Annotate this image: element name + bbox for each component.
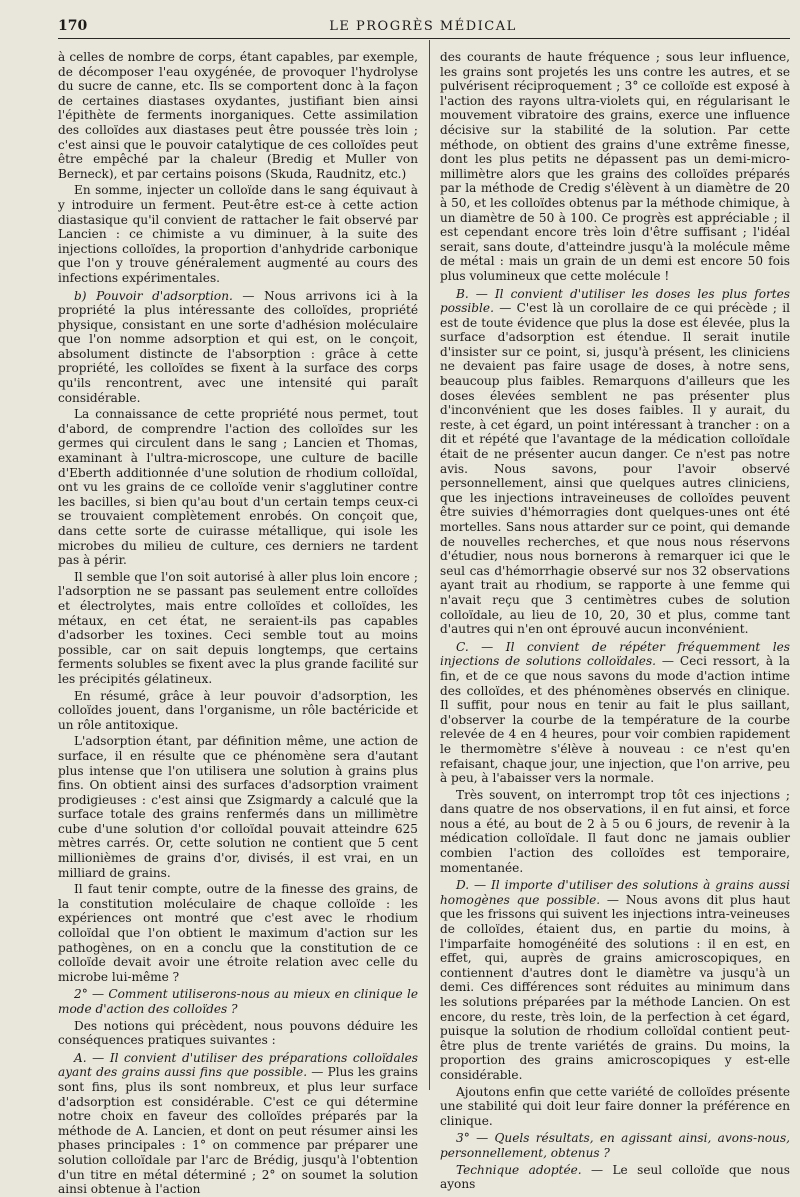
section-heading: b) Pouvoir d'adsorption. —: [74, 288, 255, 303]
paragraph: Ajoutons enfin que cette variété de colloïdes présente une stabilité qui doit leur faire donner la préférence en clinique.: [440, 1084, 790, 1128]
page-number: 170: [58, 18, 88, 34]
paragraph-text: Le seul colloïde que nous ayons: [440, 1162, 790, 1192]
paragraph: Très souvent, on interrompt trop tôt ces injections ; dans quatre de nos observations, il en fut ainsi, et force nous a été, au bout de 2 à 5 ou 6 jours, de revenir à la médication colloïdale. Il faut donc ne jamais oublier combien l'action des colloïdes est temporaire, momentanée.: [440, 787, 790, 875]
paragraph: En somme, injecter un colloïde dans le sang équivaut à y introduire un ferment. Peut-être est-ce à cette action diastasique qu'il convient de rattacher le fait observé par Lancien : ce chimiste a vu diminuer, à la suite des injections colloïdes, la proportion d'anhydride carbonique que l'on y trouve généralement augmenté au cours des infections expérimentales.: [58, 183, 418, 285]
paragraph-text: Nous arrivons ici à la propriété la plus intéressante des colloïdes, propriété physique, consistant en une sorte d'adhésion moléculaire que l'on nomme adsorption et qui est, on le conçoit, absolument distincte de l'absorption : grâce à cette propriété, les colloïdes se fixent à la surface des corps qu'ils rencontrent, avec une intensité qui paraît considérable.: [58, 288, 418, 405]
section-paragraph: [440, 1163, 790, 1192]
column-divider: [429, 40, 430, 1090]
section-paragraph: [440, 1131, 790, 1160]
paragraph: La connaissance de cette propriété nous permet, tout d'abord, de comprendre l'action des colloïdes sur les germes qui circulent dans le sang ; Lancien et Thomas, examinant à l'ultra-microscope, une culture de bacille d'Eberth additionnée d'une solution de rhodium colloïdal, ont vu les grains de ce colloïde venir s'agglutiner contre les bacilles, si bien qu'au bout d'un certain temps ceux-ci se trouvaient complètement enrobés. On conçoit que, dans cette sorte de cuirasse métallique, qui isole les microbes du milieu de culture, ces derniers ne tardent pas à périr.: [58, 407, 418, 568]
paragraph-text: Plus les grains sont fins, plus ils sont nombreux, et plus leur surface d'adsorption est considérable. C'est ce qui détermine notre choix en faveur des colloïdes préparés par la méthode de A. Lancien, et dont on peut résumer ainsi les phases principales : 1° on commence par préparer une solution colloïdale par l'arc de Brédig, jusqu'à l'obtention d'un titre en métal déterminé ; 2° on soumet la solution ainsi obtenue à l'action: [58, 1065, 418, 1197]
section-paragraph: [440, 640, 790, 786]
paragraph: des courants de haute fréquence ; sous leur influence, les grains sont projetés les uns contre les autres, et se pulvérisent réciproquement ; 3° ce colloïde est exposé à l'action des rayons ultra-violets qui, en régularisant le mouvement vibratoire des grains, exerce une influence décisive sur la stabilité de la solution. Par cette méthode, on obtient des grains d'une extrême finesse, dont les plus petits ne dépassent pas un demi-micro-millimètre alors que les grains des colloïdes préparés par la méthode de Credig s'élèvent à un diamètre de 20 à 50, et les colloïdes obtenus par la méthode chimique, à un diamètre de 50 à 100. Ce progrès est appréciable ; il est cependant encore très loin d'être suffisant ; l'idéal serait, sans doute, d'atteindre jusqu'à la molécule même de métal : mais un grain de un demi est encore 50 fois plus volumineux que cette molécule !: [440, 50, 790, 283]
right-column: [440, 50, 790, 1192]
paragraph: En résumé, grâce à leur pouvoir d'adsorption, les colloïdes jouent, dans l'organisme, un rôle bactéricide et un rôle antitoxique.: [58, 688, 418, 732]
section-heading: A. — Il convient d'utiliser des préparations colloïdales ayant des grains aussi fins que possible. —: [58, 1050, 418, 1080]
section-heading: C. — Il convient de répéter fréquemment les injections de solutions colloïdales. —: [440, 639, 790, 669]
paragraph: à celles de nombre de corps, étant capables, par exemple, de décomposer l'eau oxygénée, de provoquer l'hydrolyse du sucre de canne, etc. Ils se comportent donc à la façon de certaines diastases oxydantes, justifiant bien ainsi l'épithète de ferments inorganiques. Cette assimilation des colloïdes aux diastases peut être poussée très loin ; c'est ainsi que le pouvoir catalytique de ces colloïdes peut être empêché par la chaleur (Bredig et Muller von Berneck), et par certains poisons (Skuda, Raudnitz, etc.): [58, 50, 418, 181]
paragraph-text: Nous avons dit plus haut que les frissons qui suivent les injections intra-veineuses de colloïdes, étaient dus, en partie du moins, à l'imparfaite homogénéité des solutions : il en est, en effet, qui, auprès de grains amicroscopiques, en contiennent d'autres dont le diamètre va jusqu'à un demi. Ces différences sont réduites au minimum dans les solutions préparées par la méthode Lancien. On est encore, du reste, très loin, de la perfection à cet égard, puisque la solution de rhodium colloïdal contient peut-être plus de trente variétés de grains. Du moins, la proportion des grains amicroscopiques y est-elle considérable.: [440, 892, 790, 1082]
left-column: [58, 50, 418, 1197]
paragraph: Il faut tenir compte, outre de la finesse des grains, de la constitution moléculaire de chaque colloïde : les expériences ont montré que c'est avec le rhodium colloïdal que l'on obtient le maximum d'action sur les pathogènes, on en a conclu que la constitution de ce colloïde devait avoir une étroite relation avec celle du microbe lui-même ?: [58, 882, 418, 984]
journal-title: LE PROGRÈS MÉDICAL: [329, 19, 517, 34]
section-paragraph: [58, 987, 418, 1016]
section-heading: B. — Il convient d'utiliser les doses les plus fortes possible. —: [440, 286, 790, 316]
paragraph-text: C'est là un corollaire de ce qui précède ; il est de toute évidence que plus la dose est élevée, plus la surface d'adsorption est étendue. Il serait inutile d'insister sur ce point, si, jusqu'à présent, les cliniciens ne devaient pas faire usage de doses, à notre sens, beaucoup plus faibles. Remarquons d'ailleurs que les doses élevées semblent ne pas présenter plus d'inconvénient que les doses faibles. Il y aurait, du reste, à cet égard, un point intéressant à trancher : on a dit et répété que l'avantage de la médication colloïdale était de ne présenter aucun danger. Ce n'est pas notre avis. Nous savons, pour l'avoir observé personnellement, ainsi que quelques autres cliniciens, que les injections intraveineuses de colloïdes peuvent être suivies d'hémorragies dont quelques-unes ont été mortelles. Sans nous attarder sur ce point, qui demande de nouvelles recherches, et que nous nous réservons d'étudier, nous nous bornerons à remarquer ici que le seul cas d'hémorrhagie observé sur nos 32 observations ayant trait au rhodium, se rapporte à une femme qui n'avait reçu que 3 centimètres cubes de solution colloïdale, au lieu de 10, 20, 30 et plus, comme tant d'autres qui n'en ont éprouvé aucun inconvénient.: [440, 301, 790, 637]
section-heading: 2° — Comment utiliserons-nous au mieux en clinique le mode d'action des colloïdes ?: [58, 987, 418, 1016]
page-header: [58, 14, 788, 38]
paragraph: L'adsorption étant, par définition même, une action de surface, il en résulte que ce phénomène sera d'autant plus intense que l'on utilisera une solution à grains plus fins. On obtient ainsi des surfaces d'adsorption vraiment prodigieuses : c'est ainsi que Zsigmardy a calculé que la surface totale des grains renfermés dans un millimètre cube d'une solution d'or colloïdal pouvait atteindre 625 mètres carrés. Or, cette solution ne contient que 5 cent millionièmes de grains d'or, divisés, il est vrai, en un milliard de grains.: [58, 734, 418, 880]
section-heading: 3° — Quels résultats, en agissant ainsi, avons-nous, personnellement, obtenus ?: [440, 1131, 790, 1160]
section-heading: Technique adoptée. —: [456, 1162, 604, 1177]
paragraph: Il semble que l'on soit autorisé à aller plus loin encore ; l'adsorption ne se passant pas seulement entre colloïdes et électrolytes, mais entre colloïdes et colloïdes, les métaux, en cet état, ne seraient-ils pas capables d'adsorber les toxines. Ceci semble tout au moins possible, car on sait depuis longtemps, que certains ferments solubles se fixent avec la plus grande facilité sur les précipités gélatineux.: [58, 569, 418, 686]
paragraph-text: Ceci ressort, à la fin, et de ce que nous savons du mode d'action intime des colloïdes, et des phénomènes observés en clinique. Il suffit, pour nous en tenir au fait le plus saillant, d'observer la courbe de la température de la courbe relevée de 4 en 4 heures, pour voir combien rapidement le thermomètre s'élève à nouveau : ce n'est qu'en refaisant, chaque jour, une injection, que l'on arrive, peu à peu, à l'abaisser vers la normale.: [440, 654, 790, 786]
section-paragraph: [440, 878, 790, 1082]
section-paragraph: [440, 287, 790, 637]
paragraph: Des notions qui précèdent, nous pouvons déduire les conséquences pratiques suivantes :: [58, 1018, 418, 1048]
section-paragraph: [58, 1051, 418, 1197]
header-divider: [58, 38, 790, 39]
section-paragraph: [58, 289, 418, 406]
section-heading: D. — Il importe d'utiliser des solutions à grains aussi homogènes que possible. —: [440, 878, 790, 907]
